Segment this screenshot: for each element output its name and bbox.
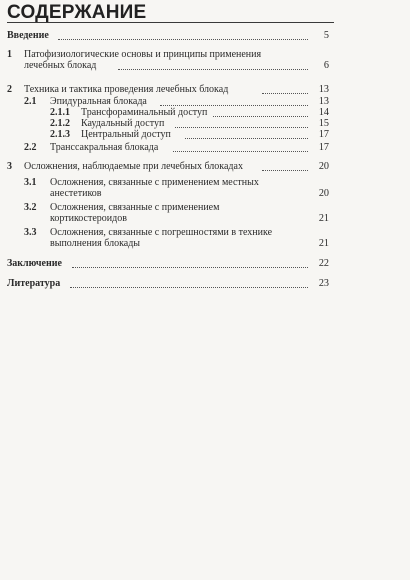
page-number: 5 — [323, 30, 329, 41]
page-number: 20 — [318, 188, 329, 199]
toc-entry-line: Осложнения, связанные с применением — [50, 202, 220, 213]
toc-entry-literature[interactable] — [7, 278, 60, 289]
toc-entry-label: Центральный доступ — [81, 129, 171, 140]
page-number: 17 — [318, 142, 329, 153]
toc-entry-3[interactable] — [24, 161, 243, 172]
section-number: 2.1.3 — [50, 129, 70, 140]
section-number: 3.2 — [24, 202, 37, 213]
toc-entry-2-1[interactable] — [50, 96, 147, 107]
section-number: 2.2 — [24, 142, 37, 153]
toc-entry-line: лечебных блокад — [24, 60, 97, 71]
toc-entry-3-1[interactable] — [50, 177, 259, 199]
section-number: 3.1 — [24, 177, 37, 188]
toc-entry-label: Осложнения, наблюдаемые при лечебных блокадах — [24, 161, 243, 172]
leader-dots — [175, 126, 308, 128]
page-number: 23 — [318, 278, 329, 289]
leader-dots — [70, 286, 308, 288]
toc-entry-label: Введение — [7, 30, 49, 41]
toc-heading: СОДЕРЖАНИЕ — [7, 2, 147, 23]
leader-dots — [173, 150, 308, 152]
leader-dots — [160, 104, 308, 106]
page-number: 21 — [318, 238, 329, 249]
section-number: 3.3 — [24, 227, 37, 238]
leader-dots — [262, 169, 308, 171]
toc-entry-intro[interactable] — [7, 30, 49, 41]
toc-entry-2-2[interactable] — [50, 142, 158, 153]
section-number: 3 — [7, 161, 12, 172]
toc-entry-2-1-2[interactable] — [81, 118, 164, 129]
page-number: 13 — [318, 96, 329, 107]
toc-entry-line: анестетиков — [50, 188, 102, 199]
section-number: 2.1.2 — [50, 118, 70, 129]
page-number: 15 — [318, 118, 329, 129]
toc-entry-label: Литература — [7, 278, 61, 289]
section-number: 2.1 — [24, 96, 37, 107]
leader-dots — [118, 68, 308, 70]
page-number: 22 — [318, 258, 329, 269]
heading-rule — [7, 22, 334, 23]
leader-dots — [185, 137, 308, 139]
page-number: 21 — [318, 213, 329, 224]
toc-entry-line: Патофизиологические основы и принципы применения — [24, 49, 262, 60]
page-number: 6 — [323, 60, 329, 71]
page-number: 14 — [318, 107, 329, 118]
toc-entry-line: Осложнения, связанные с применением местных — [50, 177, 259, 188]
toc-entry-2-1-3[interactable] — [81, 129, 171, 140]
leader-dots — [262, 92, 308, 94]
toc-entry-3-3[interactable] — [50, 227, 272, 249]
toc-entry-conclusion[interactable] — [7, 258, 62, 269]
toc-entry-2-1-1[interactable] — [81, 107, 207, 118]
toc-entry-3-2[interactable] — [50, 202, 219, 224]
toc-entry-line: Осложнения, связанные с погрешностями в технике — [50, 227, 273, 238]
page-number: 13 — [318, 84, 329, 95]
toc-entry-2[interactable] — [24, 84, 228, 95]
toc-entry-label: Эпидуральная блокада — [50, 96, 147, 107]
toc-entry-line: выполнения блокады — [50, 238, 141, 249]
toc-entry-label: Техника и тактика проведения лечебных блокад — [24, 84, 229, 95]
toc-entry-label: Трансфораминальный доступ — [81, 107, 208, 118]
leader-dots — [58, 38, 308, 40]
toc-entry-label: Заключение — [7, 258, 62, 269]
leader-dots — [72, 266, 308, 268]
section-number: 1 — [7, 49, 12, 60]
leader-dots — [213, 115, 308, 117]
page-number: 17 — [318, 129, 329, 140]
toc-entry-label: Каудальный доступ — [81, 118, 165, 129]
toc-entry-label: Транссакральная блокада — [50, 142, 159, 153]
page-number: 20 — [318, 161, 329, 172]
toc-entry-line: кортикостероидов — [50, 213, 127, 224]
section-number: 2 — [7, 84, 12, 95]
section-number: 2.1.1 — [50, 107, 70, 118]
